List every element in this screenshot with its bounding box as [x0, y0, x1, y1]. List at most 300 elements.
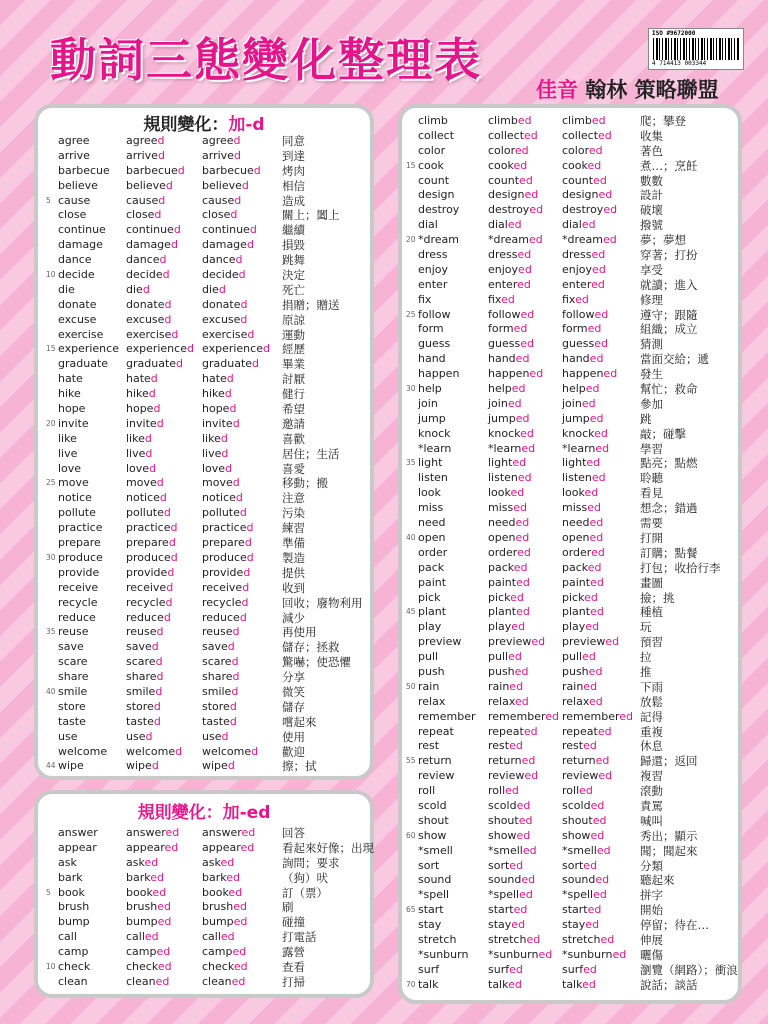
past-participle — [562, 471, 606, 486]
past-tense — [126, 915, 171, 930]
suffix: d — [220, 431, 228, 445]
past-participle — [202, 915, 247, 930]
stem: climb — [562, 114, 592, 127]
stem: die — [126, 282, 143, 296]
past-tense — [488, 218, 522, 233]
base-form — [58, 566, 99, 581]
past-tense — [488, 203, 543, 218]
suffix: ed — [595, 754, 610, 768]
chinese-meaning: 詢問；要求 — [282, 855, 340, 870]
base-form — [58, 759, 84, 774]
past-tense — [488, 188, 538, 203]
base-word: start — [418, 903, 444, 917]
past-tense — [126, 179, 173, 194]
suffix: ed — [595, 441, 610, 455]
chinese-meaning: 回答 — [282, 826, 305, 840]
stem: pollute — [202, 506, 240, 520]
stem: share — [202, 670, 233, 684]
past-tense — [488, 174, 533, 189]
verb-row — [38, 960, 370, 975]
chinese-meaning: 注意 — [282, 491, 305, 506]
suffix: ed — [589, 516, 604, 530]
past-tense — [126, 447, 152, 462]
suffix: ed — [508, 650, 522, 664]
chinese-meaning: 收到 — [282, 580, 305, 595]
suffix: ed — [605, 635, 620, 649]
suffix: ed — [516, 828, 531, 842]
base-form — [418, 516, 446, 531]
base-form — [418, 367, 459, 382]
suffix: ed — [505, 784, 519, 798]
base-word: produce — [58, 550, 103, 564]
chinese-meaning: 說話；談話 — [640, 977, 698, 992]
base-form — [58, 476, 89, 491]
base-form — [58, 328, 103, 343]
verb-row — [38, 223, 370, 238]
suffix: ed — [588, 143, 603, 157]
past-tense — [488, 576, 530, 591]
past-tense — [126, 417, 164, 432]
base-word: bump — [58, 915, 90, 929]
irregular-marker: * — [488, 947, 494, 961]
verb-row — [38, 462, 370, 477]
verb-row — [38, 715, 370, 730]
base-word: remember — [418, 709, 476, 723]
verb-row — [38, 387, 370, 402]
base-form — [418, 308, 450, 323]
base-form — [418, 471, 448, 486]
stem: reuse — [126, 625, 157, 639]
base-form — [58, 730, 77, 745]
past-tense — [488, 129, 538, 144]
suffix: ed — [589, 352, 604, 366]
stem: graduate — [202, 357, 253, 371]
stem: start — [562, 903, 588, 917]
past-tense — [488, 620, 525, 635]
verb-row — [38, 268, 370, 283]
suffix: ed — [519, 173, 533, 187]
stem: guess — [562, 337, 595, 351]
chinese-meaning: 複習 — [640, 769, 663, 784]
verb-row — [402, 352, 738, 367]
base-form — [418, 933, 456, 948]
verb-row — [402, 695, 738, 710]
past-tense — [488, 933, 540, 948]
suffix: ed — [583, 962, 597, 976]
suffix: d — [171, 327, 179, 341]
stem: experience — [202, 342, 263, 356]
stem: love — [202, 461, 226, 475]
base-form — [58, 536, 101, 551]
verb-row — [38, 476, 370, 491]
suffix: ed — [603, 233, 617, 247]
stem: shout — [488, 813, 519, 827]
suffix: ed — [509, 679, 524, 693]
suffix: ed — [603, 367, 618, 381]
past-tense — [126, 566, 174, 581]
base-word: paint — [418, 575, 447, 589]
verb-row — [402, 918, 738, 933]
stem: excuse — [126, 312, 165, 326]
base-word: arrive — [58, 148, 90, 162]
base-form — [58, 581, 98, 596]
suffix: ed — [510, 486, 525, 500]
verb-row — [402, 754, 738, 769]
suffix: ed — [509, 739, 523, 753]
past-participle — [562, 456, 600, 471]
past-participle — [202, 856, 234, 871]
suffix: d — [154, 208, 162, 222]
suffix: ed — [590, 828, 605, 842]
verb-row — [402, 814, 738, 829]
base-word: shout — [418, 813, 449, 827]
stem: collect — [562, 128, 599, 142]
stem: smell — [567, 843, 597, 857]
past-participle — [202, 960, 248, 975]
stem: like — [202, 431, 221, 445]
suffix: ed — [155, 974, 170, 988]
base-word: roll — [418, 784, 436, 798]
suffix: ed — [584, 486, 599, 500]
stem: stay — [488, 918, 512, 932]
past-tense — [488, 948, 552, 963]
past-tense — [126, 357, 183, 372]
base-form — [58, 447, 77, 462]
chinese-meaning: 休息 — [640, 739, 663, 754]
suffix: d — [235, 253, 243, 267]
stem: camp — [202, 945, 233, 959]
base-form — [418, 561, 444, 576]
past-participle — [202, 268, 246, 283]
base-form — [418, 442, 451, 457]
chinese-meaning: 當面交給；遞 — [640, 352, 709, 367]
base-word: save — [58, 640, 84, 654]
stem: stretch — [562, 932, 601, 946]
verb-row — [38, 826, 370, 841]
suffix: d — [148, 387, 156, 401]
past-tense — [488, 754, 535, 769]
chinese-meaning: 歸還；返回 — [640, 754, 698, 769]
suffix: d — [234, 193, 242, 207]
stem: share — [126, 670, 157, 684]
stem: follow — [488, 307, 521, 321]
irregular-marker: * — [562, 947, 568, 961]
suffix: ed — [228, 885, 243, 899]
past-tense — [488, 263, 532, 278]
past-tense — [488, 159, 527, 174]
verb-row — [402, 635, 738, 650]
past-tense — [488, 456, 526, 471]
suffix: d — [164, 312, 172, 326]
stem: fix — [488, 292, 502, 306]
stem: continue — [126, 223, 174, 237]
suffix: ed — [596, 843, 611, 857]
panel-add-ed-continued — [398, 104, 742, 1004]
base-form — [418, 382, 442, 397]
chinese-meaning: 聽起來 — [640, 873, 675, 888]
chinese-meaning: 烤肉 — [282, 163, 305, 178]
stem: recycle — [126, 595, 166, 609]
verb-row — [38, 357, 370, 372]
stem: wipe — [202, 759, 228, 773]
chinese-meaning: 想念；錯過 — [640, 501, 698, 516]
base-form — [58, 611, 96, 626]
past-participle — [562, 516, 603, 531]
verb-row — [38, 238, 370, 253]
irregular-marker: * — [562, 888, 568, 902]
stem: need — [488, 516, 516, 530]
past-tense — [126, 685, 162, 700]
page-title: 動詞三態變化整理表 — [50, 33, 482, 87]
past-tense — [126, 655, 163, 670]
past-tense — [126, 611, 171, 626]
base-form — [418, 174, 449, 189]
base-form — [58, 149, 90, 164]
stem: guess — [488, 337, 521, 351]
base-word: scold — [418, 798, 447, 812]
past-participle — [202, 930, 235, 945]
base-form — [418, 725, 454, 740]
chinese-meaning: 遵守；跟隨 — [640, 307, 698, 322]
suffix: d — [233, 134, 241, 147]
base-form — [58, 342, 119, 357]
base-form — [58, 551, 103, 566]
chinese-meaning: 參加 — [640, 396, 663, 411]
past-participle — [562, 203, 617, 218]
base-word: dress — [418, 248, 448, 262]
base-form — [418, 427, 451, 442]
past-participle — [202, 581, 249, 596]
stem: save — [202, 640, 228, 654]
stem: enjoy — [562, 262, 593, 276]
past-tense — [126, 268, 170, 283]
stem: love — [126, 461, 150, 475]
past-tense — [126, 625, 164, 640]
base-word: reduce — [58, 610, 96, 624]
stem: die — [202, 282, 219, 296]
past-participle — [202, 745, 258, 760]
base-word: hate — [58, 372, 83, 386]
chinese-meaning: 瀏覽（網路）；衝浪 — [640, 962, 738, 977]
base-word: return — [418, 754, 452, 768]
stem: shout — [562, 813, 593, 827]
stem: stay — [562, 918, 586, 932]
chinese-meaning: 減少 — [282, 610, 305, 625]
stem: stretch — [488, 932, 527, 946]
suffix: ed — [591, 545, 605, 559]
suffix: ed — [587, 322, 602, 336]
suffix: ed — [545, 709, 560, 723]
suffix: d — [224, 387, 232, 401]
past-tense — [126, 715, 161, 730]
past-participle — [202, 596, 248, 611]
past-tense — [126, 886, 166, 901]
stem: provide — [126, 565, 168, 579]
stem: continue — [202, 223, 250, 237]
verb-row — [402, 174, 738, 189]
suffix: ed — [515, 530, 530, 544]
chinese-meaning: 學習 — [640, 441, 663, 456]
stem: pick — [562, 590, 585, 604]
suffix: ed — [513, 903, 528, 917]
past-tense — [126, 238, 178, 253]
base-form — [58, 194, 90, 209]
past-participle — [562, 591, 598, 606]
stem: open — [562, 530, 590, 544]
suffix: d — [153, 699, 161, 713]
line-number: 20 — [406, 235, 416, 245]
chinese-meaning: 捐贈；贈送 — [282, 297, 340, 312]
base-word: book — [58, 885, 85, 899]
verb-row — [38, 491, 370, 506]
base-word: join — [418, 396, 438, 410]
base-form — [58, 670, 89, 685]
base-form — [58, 223, 106, 238]
suffix: ed — [233, 915, 248, 929]
stem: fix — [562, 292, 576, 306]
stem: review — [562, 769, 599, 783]
suffix: d — [156, 476, 164, 490]
publisher-prefix: 佳音 — [536, 78, 578, 102]
stem: knock — [562, 426, 595, 440]
stem: welcome — [126, 744, 176, 758]
base-form — [58, 841, 97, 856]
verb-row — [402, 680, 738, 695]
barcode-bars — [653, 38, 739, 60]
past-tense — [126, 596, 172, 611]
stem: join — [488, 396, 508, 410]
stem: like — [126, 431, 145, 445]
stem: live — [126, 446, 146, 460]
stem: decide — [202, 268, 239, 282]
past-tense — [488, 844, 537, 859]
past-participle — [562, 903, 601, 918]
past-participle — [562, 799, 604, 814]
past-participle — [202, 208, 237, 223]
chinese-meaning: 著色 — [640, 143, 663, 158]
stem: surf — [488, 962, 510, 976]
chinese-meaning: 微笑 — [282, 684, 305, 699]
past-tense — [488, 501, 527, 516]
verb-row — [402, 769, 738, 784]
base-word: wipe — [58, 759, 84, 773]
verb-row — [402, 308, 738, 323]
past-tense — [126, 581, 173, 596]
chinese-meaning: 下雨 — [640, 679, 663, 694]
past-participle — [562, 233, 617, 248]
stem: notice — [202, 491, 236, 505]
suffix: d — [145, 729, 153, 743]
past-tense — [488, 308, 534, 323]
base-word: order — [418, 545, 448, 559]
suffix: ed — [598, 128, 612, 142]
verb-row — [38, 432, 370, 447]
stem: move — [126, 476, 157, 490]
stem: donate — [202, 297, 241, 311]
past-tense — [488, 739, 523, 754]
past-participle — [562, 754, 609, 769]
stem: bark — [126, 870, 151, 884]
stem: call — [202, 930, 221, 944]
stem: help — [562, 382, 586, 396]
verb-row — [38, 179, 370, 194]
stem: welcome — [202, 744, 252, 758]
base-word: welcome — [58, 744, 108, 758]
stem: exercise — [202, 327, 248, 341]
stem: remember — [562, 709, 620, 723]
verb-row — [38, 745, 370, 760]
base-word: reuse — [58, 625, 89, 639]
stem: reuse — [202, 625, 233, 639]
base-word: rest — [418, 739, 440, 753]
base-form — [58, 283, 75, 298]
past-participle — [562, 367, 617, 382]
suffix: d — [164, 297, 172, 311]
base-word: hike — [58, 387, 81, 401]
verb-row — [402, 739, 738, 754]
suffix: ed — [515, 694, 529, 708]
past-participle — [562, 665, 602, 680]
chinese-meaning: 種植 — [640, 605, 663, 620]
past-tense — [488, 903, 527, 918]
stem: miss — [562, 501, 588, 515]
chinese-meaning: 看起來好像；出現 — [282, 840, 374, 855]
line-number: 25 — [406, 309, 416, 319]
suffix: ed — [595, 873, 610, 887]
past-tense — [126, 462, 156, 477]
suffix: d — [153, 714, 161, 728]
past-participle — [202, 223, 257, 238]
base-form — [418, 769, 454, 784]
verb-row — [38, 208, 370, 223]
past-tense — [488, 144, 529, 159]
past-tense — [126, 506, 171, 521]
chinese-meaning: 喜歡 — [282, 431, 305, 446]
past-participle — [562, 561, 602, 576]
past-participle — [202, 357, 259, 372]
base-word: repeat — [418, 724, 454, 738]
verb-row — [38, 685, 370, 700]
suffix: d — [175, 744, 183, 758]
stem: repeat — [562, 724, 598, 738]
chinese-meaning: 撥號 — [640, 218, 663, 233]
stem: sunburn — [567, 947, 613, 961]
suffix: d — [232, 625, 240, 639]
line-number: 5 — [46, 887, 51, 897]
suffix: d — [240, 297, 248, 311]
past-tense — [488, 352, 529, 367]
suffix: ed — [520, 307, 535, 321]
stem: camp — [126, 945, 157, 959]
stem: bump — [126, 915, 158, 929]
base-word: jump — [418, 411, 446, 425]
past-participle — [202, 387, 232, 402]
verb-row — [402, 114, 738, 129]
verb-row — [38, 670, 370, 685]
base-word: barbecue — [58, 163, 110, 177]
past-tense — [488, 412, 529, 427]
base-form — [58, 975, 88, 990]
stem: surf — [562, 962, 584, 976]
base-word: fix — [418, 292, 432, 306]
past-participle — [202, 134, 241, 149]
base-word: happen — [418, 367, 460, 381]
verb-row — [402, 397, 738, 412]
suffix: ed — [529, 367, 544, 381]
verb-row — [402, 948, 738, 963]
past-participle — [562, 680, 597, 695]
past-participle — [202, 826, 255, 841]
